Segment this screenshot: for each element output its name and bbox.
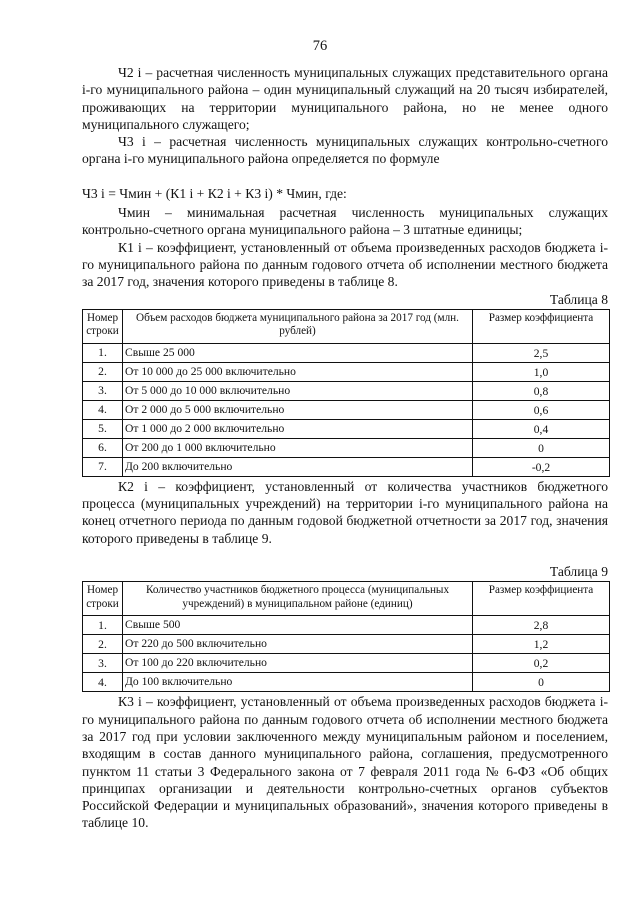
formula: Ч3 i = Чмин + (К1 i + К2 i + К3 i) * Чмин, где: xyxy=(82,185,347,201)
row-number: 4. xyxy=(83,400,123,419)
table-row xyxy=(83,654,610,673)
table-row xyxy=(83,343,610,362)
row-range: От 200 до 1 000 включительно xyxy=(123,438,473,457)
row-coefficient: 1,0 xyxy=(473,362,610,381)
table-row xyxy=(83,419,610,438)
row-coefficient: 0,8 xyxy=(473,381,610,400)
paragraph-ch3: Ч3 i – расчетная численность муниципальных служащих контрольно-счетного органа i-го муниципального района определяется по формуле xyxy=(82,134,608,167)
paragraph-k1: К1 i – коэффициент, установленный от объема произведенных расходов бюджета i-го муниципального района по данным годового отчета об исполнении местного бюджета за 2017 год, значения которого приведены в таблице 8. xyxy=(82,239,608,290)
table-row xyxy=(83,635,610,654)
row-coefficient: 2,5 xyxy=(473,343,610,362)
row-number: 7. xyxy=(83,457,123,476)
row-range: До 200 включительно xyxy=(123,457,473,476)
row-coefficient: 0 xyxy=(473,673,610,692)
row-coefficient: 2,8 xyxy=(473,616,610,635)
table-header-cell: Количество участников бюджетного процесса (муниципальных учреждений) в муниципальном районе (единиц) xyxy=(123,582,473,616)
table-row xyxy=(83,381,610,400)
row-range: От 2 000 до 5 000 включительно xyxy=(123,400,473,419)
table-row xyxy=(83,616,610,635)
row-number: 1. xyxy=(83,616,123,635)
row-number: 1. xyxy=(83,343,123,362)
row-range: Свыше 500 xyxy=(123,616,473,635)
row-range: От 5 000 до 10 000 включительно xyxy=(123,381,473,400)
table-row xyxy=(83,400,610,419)
row-coefficient: -0,2 xyxy=(473,457,610,476)
paragraph-chmin: Чмин – минимальная расчетная численность муниципальных служащих контрольно-счетного органа муниципального района – 3 штатные единицы; xyxy=(82,205,608,238)
paragraph-ch2: Ч2 i – расчетная численность муниципальных служащих представительного органа i-го муниципального района – один муниципальный служащий на 20 тысяч избирателей, проживающих на территории муниципального района, но не менее одного муниципального служащего; xyxy=(82,65,608,132)
page-number: 76 xyxy=(312,38,328,54)
row-range: От 1 000 до 2 000 включительно xyxy=(123,419,473,438)
row-number: 2. xyxy=(83,635,123,654)
row-number: 6. xyxy=(83,438,123,457)
table-row xyxy=(83,457,610,476)
row-coefficient: 0 xyxy=(473,438,610,457)
row-coefficient: 0,4 xyxy=(473,419,610,438)
row-coefficient: 0,2 xyxy=(473,654,610,673)
row-coefficient: 1,2 xyxy=(473,635,610,654)
table-header-cell: Размер коэффициента xyxy=(473,582,610,616)
table-row xyxy=(83,362,610,381)
row-range: От 220 до 500 включительно xyxy=(123,635,473,654)
row-number: 3. xyxy=(83,381,123,400)
table-header-cell: Номер строки xyxy=(83,582,123,616)
document-body xyxy=(82,64,608,832)
row-number: 5. xyxy=(83,419,123,438)
row-number: 3. xyxy=(83,654,123,673)
table-row xyxy=(83,438,610,457)
table8-caption: Таблица 8 xyxy=(549,291,608,307)
table-header-cell: Номер строки xyxy=(83,309,123,343)
paragraph-k2: К2 i – коэффициент, установленный от количества участников бюджетного процесса (муниципальных учреждений) на территории i-го муниципального района на конец отчетного периода по данным годовой бюджетной отчетности за 2017 год, значения которого приведены в таблице 9. xyxy=(82,478,608,546)
paragraph-k3: К3 i – коэффициент, установленный от объема произведенных расходов бюджета i-го муниципального района по данным годового отчета об исполнении местного бюджета за 2017 год при условии заключенного между муниципальным районом и поселением, входящим в состав данного муниципального района, соглашения, предусмотренного пунктом 11 статьи 3 Федерального закона от 7 февраля 2011 года № 6-ФЗ «Об общих принципах организации и деятельности контрольно-счетных органов субъектов Российской Федерации и муниципальных образований», значения которого приведены в таблице 10. xyxy=(82,694,608,831)
row-range: От 10 000 до 25 000 включительно xyxy=(123,362,473,381)
row-range: До 100 включительно xyxy=(123,673,473,692)
table-row xyxy=(83,673,610,692)
row-number: 4. xyxy=(83,673,123,692)
table9 xyxy=(82,581,610,692)
table-header-cell: Объем расходов бюджета муниципального района за 2017 год (млн. рублей) xyxy=(123,309,473,343)
row-range: Свыше 25 000 xyxy=(123,343,473,362)
table9-caption: Таблица 9 xyxy=(549,564,608,580)
table8 xyxy=(82,309,610,477)
table-header-row xyxy=(83,582,610,616)
row-number: 2. xyxy=(83,362,123,381)
row-coefficient: 0,6 xyxy=(473,400,610,419)
table-header-row xyxy=(83,309,610,343)
table-header-cell: Размер коэффициента xyxy=(473,309,610,343)
row-range: От 100 до 220 включительно xyxy=(123,654,473,673)
